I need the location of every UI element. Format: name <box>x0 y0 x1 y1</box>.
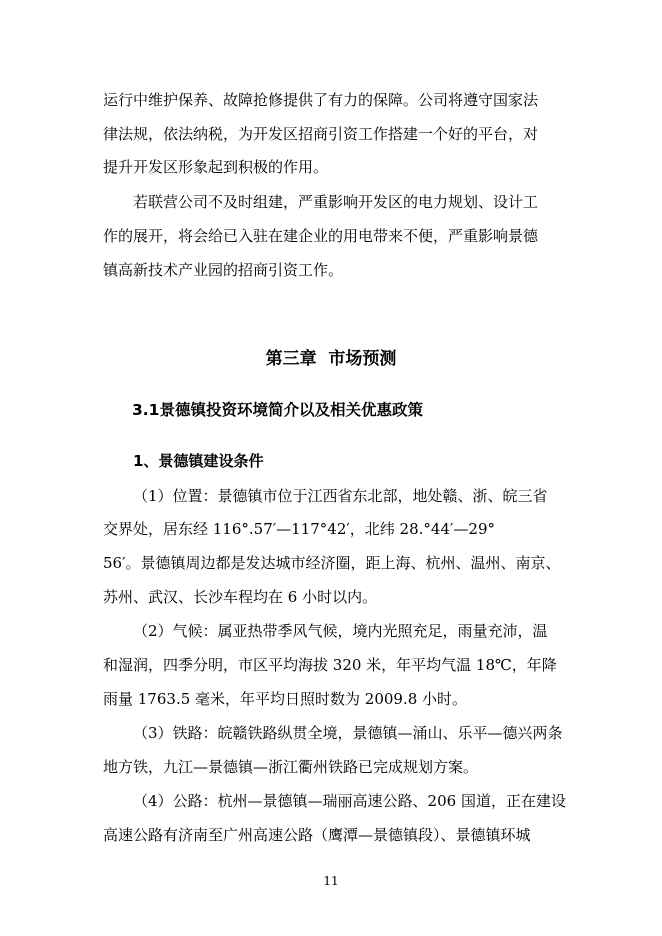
item-climate-line-1: （2）气候：属亚热带季风气候，境内光照充足，雨量充沛，温 <box>133 622 548 640</box>
item-location-line-4: 苏州、武汉、长沙车程均在 6 小时以内。 <box>103 588 378 606</box>
paragraph-2-line-2: 作的展开，将会给已入驻在建企业的用电带来不便，严重影响景德 <box>103 227 539 245</box>
item-climate-line-3: 雨量 1763.5 毫米，年平均日照时数为 2009.8 小时。 <box>103 690 468 708</box>
item-location-line-3: 56′。景德镇周边都是发达城市经济圈，距上海、杭州、温州、南京、 <box>103 554 561 572</box>
paragraph-2-line-3: 镇高新技术产业园的招商引资工作。 <box>103 261 344 279</box>
paragraph-1-line-3: 提升开发区形象起到积极的作用。 <box>103 158 329 176</box>
paragraph-1-line-2: 律法规，依法纳税，为开发区招商引资工作搭建一个好的平台，对 <box>103 125 539 143</box>
item-location-line-1: （1）位置：景德镇市位于江西省东北部，地处赣、浙、皖三省 <box>133 487 548 505</box>
item-railway-line-2: 地方铁，九江—景德镇—浙江衢州铁路已完成规划方案。 <box>103 758 479 776</box>
item-highway-line-1: （4）公路：杭州—景德镇—瑞丽高速公路、206 国道，正在建设 <box>133 792 566 810</box>
item-location-line-2: 交界处，居东经 116°.57′—117°42′，北纬 28.°44′—29° <box>103 520 495 538</box>
page-number: 11 <box>323 874 339 888</box>
item-highway-line-2: 高速公路有济南至广州高速公路（鹰潭—景德镇段）、景德镇环城 <box>103 826 531 844</box>
chapter-title: 第三章 市场预测 <box>265 349 397 369</box>
item-railway-line-1: （3）铁路：皖赣铁路纵贯全境，景德镇—涌山、乐平—德兴两条 <box>133 724 563 742</box>
section-title: 3.1景德镇投资环境简介以及相关优惠政策 <box>132 401 423 419</box>
paragraph-1-line-1: 运行中维护保养、故障抢修提供了有力的保障。公司将遵守国家法 <box>103 91 539 109</box>
subsection-title: 1、景德镇建设条件 <box>133 452 264 470</box>
paragraph-2-line-1: 若联营公司不及时组建，严重影响开发区的电力规划、设计工 <box>133 193 539 211</box>
item-climate-line-2: 和湿润，四季分明，市区平均海拔 320 米，年平均气温 18℃，年降 <box>103 656 557 674</box>
